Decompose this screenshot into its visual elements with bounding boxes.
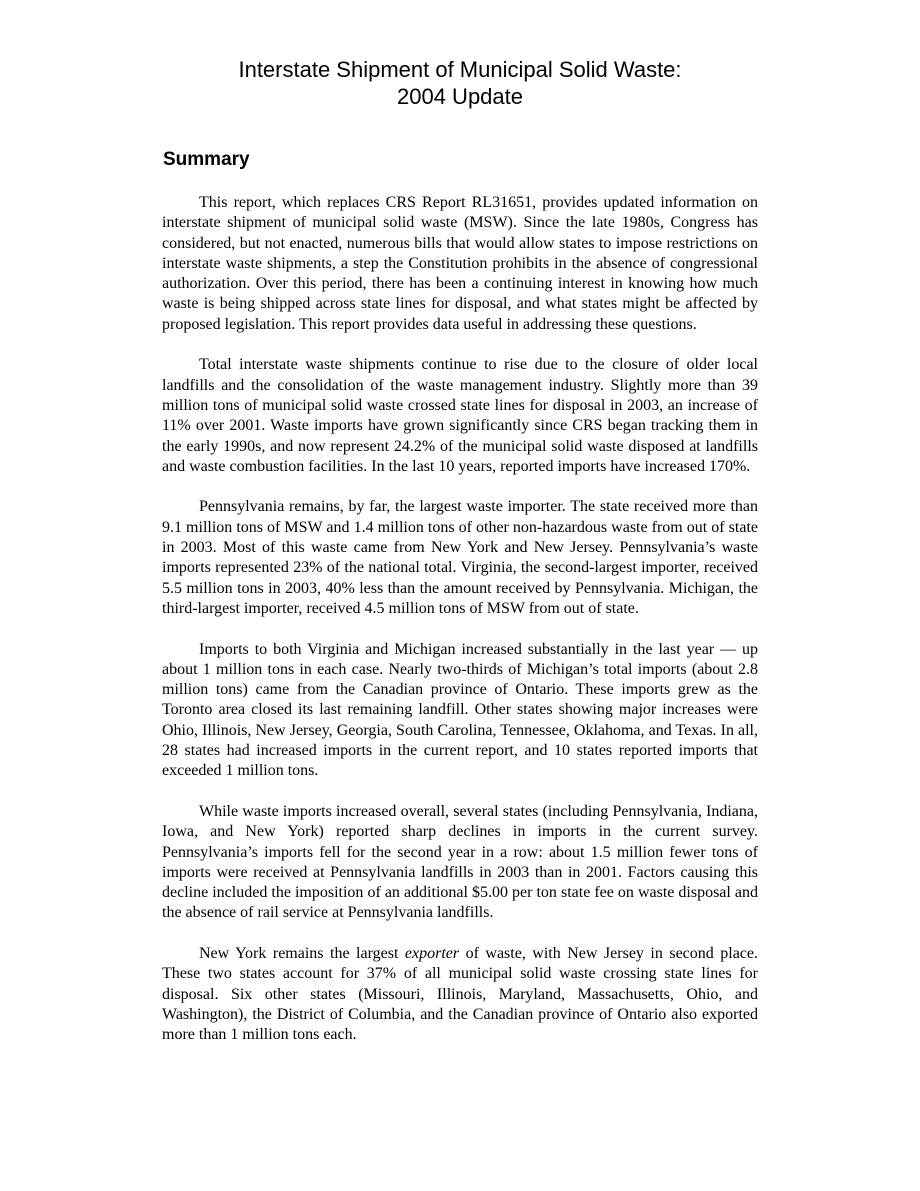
paragraph-6-before: New York remains the largest bbox=[199, 944, 405, 962]
paragraph-1: This report, which replaces CRS Report RL31651, provides updated information on interstate shipment of municipal solid waste (MSW). Since the late 1980s, Congress has considered, but not enacted, numerous bills that would allow states to impose restrictions on interstate waste shipments, a step the Constitution prohibits in the absence of congressional authorization. Over this period, there has been a continuing interest in knowing how much waste is being shipped across state lines for disposal, and what states might be affected by proposed legislation. This report provides data useful in addressing these questions. bbox=[162, 194, 758, 333]
title-line-1: Interstate Shipment of Municipal Solid Waste: bbox=[238, 57, 682, 82]
paragraph-6-after: of waste, with New Jersey in second place. These two states account for 37% of all municipal solid waste crossing state lines for disposal. Six other states (Missouri, Illinois, Maryland, Massachusetts, Ohio, and Washington), the District of Columbia, and the Canadian province of Ontario also exported more than 1 million tons each. bbox=[162, 944, 759, 1044]
document-title bbox=[160, 56, 760, 110]
paragraph-2: Total interstate waste shipments continue to rise due to the closure of older local landfills and the consolidation of the waste management industry. Slightly more than 39 million tons of municipal solid waste crossed state lines for disposal in 2003, an increase of 11% over 2001. Waste imports have grown significantly since CRS began tracking them in the early 1990s, and now represent 24.2% of the municipal solid waste disposed at landfills and waste combustion facilities. In the last 10 years, reported imports have increased 170%. bbox=[162, 356, 758, 475]
paragraph-4: Imports to both Virginia and Michigan increased substantially in the last year — up about 1 million tons in each case. Nearly two-thirds of Michigan’s total imports (about 2.8 million tons) came from the Canadian province of Ontario. These imports grew as the Toronto area closed its last remaining landfill. Other states showing major increases were Ohio, Illinois, New Jersey, Georgia, South Carolina, Tennessee, Oklahoma, and Texas. In all, 28 states had increased imports in the current report, and 10 states reported imports that exceeded 1 million tons. bbox=[162, 640, 758, 780]
paragraph-6-emphasis: exporter bbox=[404, 944, 460, 962]
paragraph-6 bbox=[162, 944, 758, 1045]
section-heading: Summary bbox=[163, 149, 250, 170]
paragraph-5: While waste imports increased overall, several states (including Pennsylvania, Indiana, Iowa, and New York) reported sharp declines in imports in the current survey. Pennsylvania’s imports fell for the second year in a row: about 1.5 million fewer tons of imports were received at Pennsylvania landfills in 2003 than in 2001. Factors causing this decline included the imposition of an additional $5.00 per ton state fee on waste disposal and the absence of rail service at Pennsylvania landfills. bbox=[162, 802, 758, 922]
title-line-2: 2004 Update bbox=[397, 84, 523, 109]
paragraph-3: Pennsylvania remains, by far, the largest waste importer. The state received more than 9.1 million tons of MSW and 1.4 million tons of other non-hazardous waste from out of state in 2003. Most of this waste came from New York and New Jersey. Pennsylvania’s waste imports represented 23% of the national total. Virginia, the second-largest importer, received 5.5 million tons in 2003, 40% less than the amount received by Pennsylvania. Michigan, the third-largest importer, received 4.5 million tons of MSW from out of state. bbox=[162, 498, 758, 617]
summary-body bbox=[162, 193, 758, 1045]
